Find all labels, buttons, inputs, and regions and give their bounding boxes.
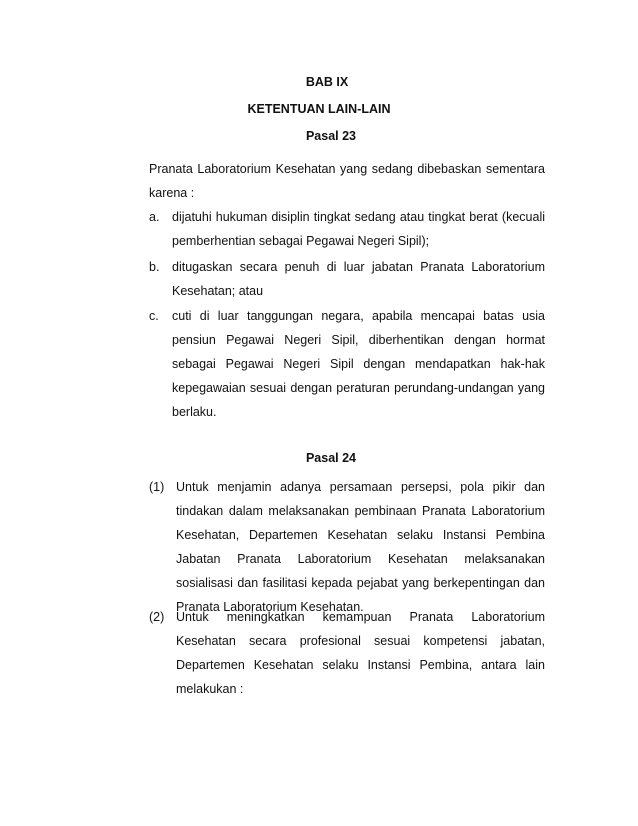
item-marker: (2) xyxy=(149,610,165,624)
chapter-heading-text: BAB IX xyxy=(305,75,349,89)
article-23-intro: Pranata Laboratorium Kesehatan yang sedang dibebaskan sementara karena : xyxy=(149,162,545,200)
article-heading-23 xyxy=(0,128,638,144)
item-marker: a. xyxy=(149,210,160,224)
article-23-item-b xyxy=(149,255,545,303)
item-text: Untuk meningkatkan kemampuan Pranata Laboratorium Kesehatan secara profesional sesuai kompetensi jabatan, Departemen Kesehatan selaku Instansi Pembina, antara lain melakukan : xyxy=(176,610,545,696)
article-heading-24-text: Pasal 24 xyxy=(305,451,357,465)
article-heading-23-text: Pasal 23 xyxy=(305,129,357,143)
item-marker: (1) xyxy=(149,480,165,494)
chapter-heading xyxy=(0,74,638,90)
article-24-item-1 xyxy=(149,475,545,619)
item-text: ditugaskan secara penuh di luar jabatan Pranata Laboratorium Kesehatan; atau xyxy=(172,260,545,298)
item-marker: b. xyxy=(149,260,160,274)
item-text: cuti di luar tanggungan negara, apabila mencapai batas usia pensiun Pegawai Negeri Sipil, diberhentikan dengan hormat sebagai Pegawai Negeri Sipil dengan mendapatkan hak-hak kepegawaian sesuai dengan peraturan perundang-undangan yang berlaku. xyxy=(172,309,545,419)
article-24-item-2 xyxy=(149,605,545,701)
item-marker: c. xyxy=(149,309,159,323)
article-heading-24 xyxy=(0,450,638,466)
item-text: Untuk menjamin adanya persamaan persepsi, pola pikir dan tindakan dalam melaksanakan pembinaan Pranata Laboratorium Kesehatan, Departemen Kesehatan selaku Instansi Pembina Jabatan Pranata Laboratorium Kesehatan melaksanakan sosialisasi dan fasilitasi kepada pejabat yang berkepentingan dan Pranata Laboratorium Kesehatan. xyxy=(176,480,545,614)
article-23-item-a xyxy=(149,205,545,253)
chapter-title-text: KETENTUAN LAIN-LAIN xyxy=(247,102,391,116)
item-text: dijatuhi hukuman disiplin tingkat sedang atau tingkat berat (kecuali pemberhentian sebagai Pegawai Negeri Sipil); xyxy=(172,210,545,248)
article-23-item-c xyxy=(149,304,545,424)
chapter-title xyxy=(0,101,638,117)
